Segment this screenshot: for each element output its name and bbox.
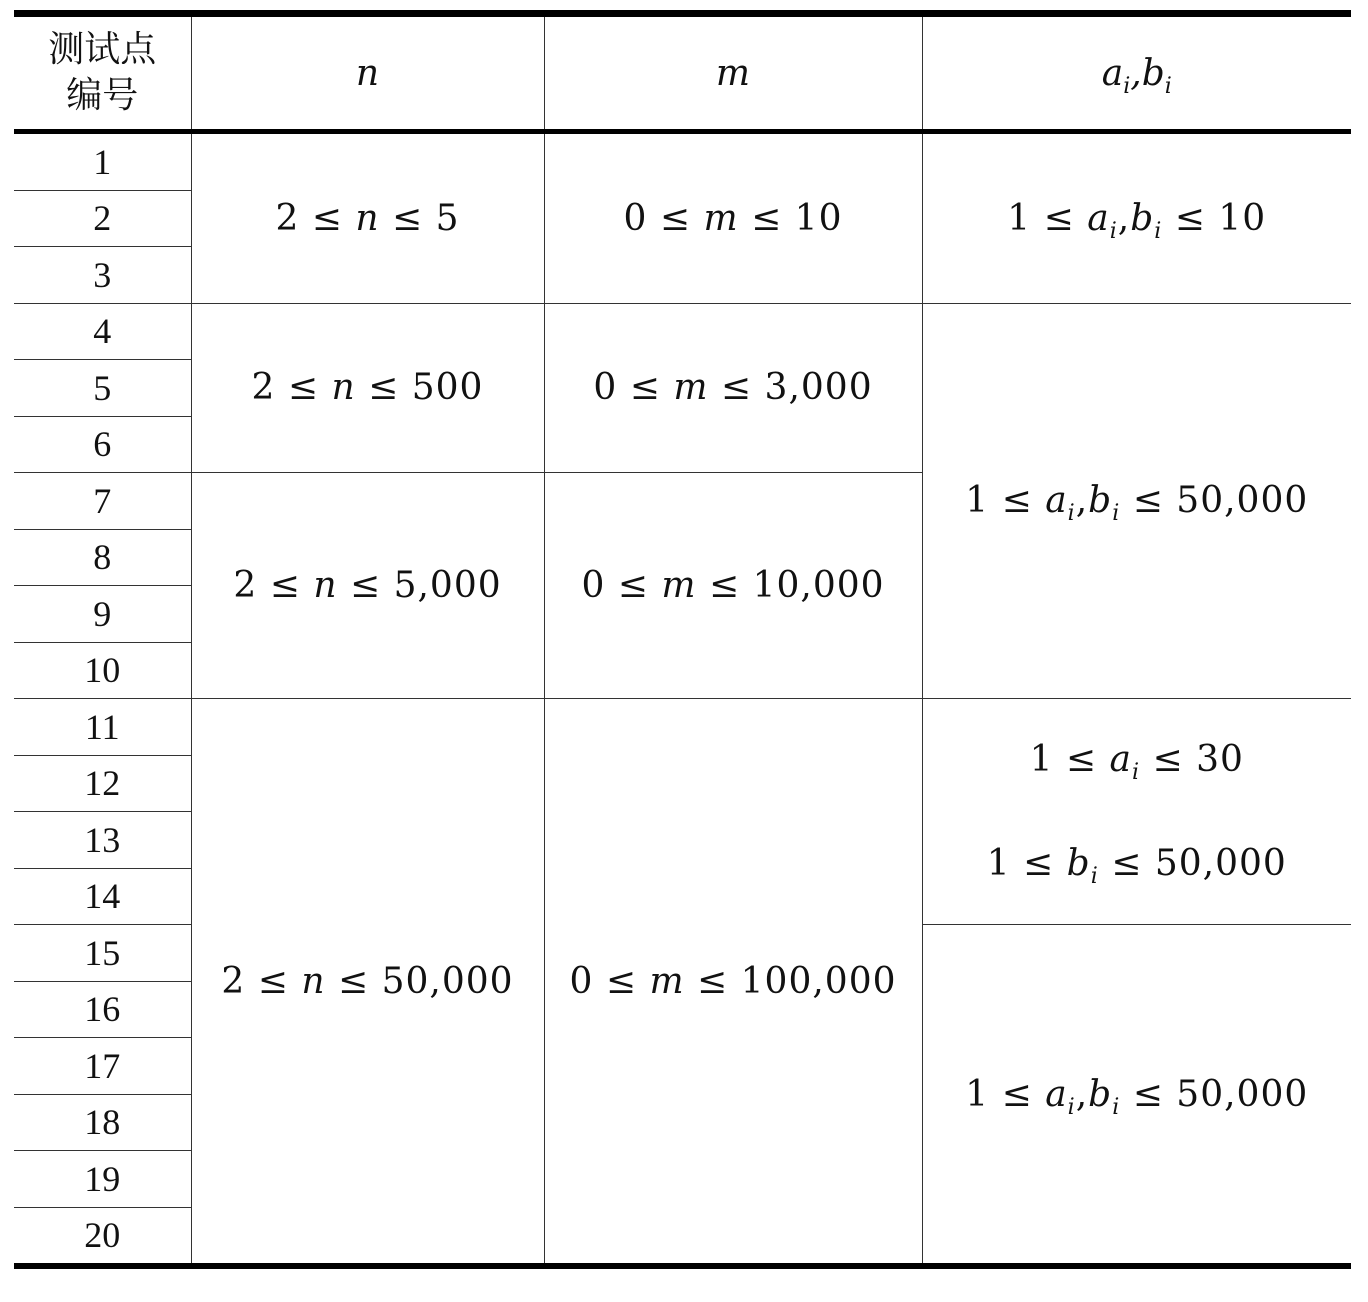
m-constraint-cell (544, 699, 922, 1267)
m-constraint-cell (544, 132, 922, 304)
m-constraint-cell (544, 473, 922, 699)
ab-constraint-cell (922, 925, 1351, 1267)
test-id-cell: 7 (14, 473, 191, 530)
test-id-cell: 4 (14, 303, 191, 360)
ab-pre: 1 ≤ (965, 1073, 1046, 1115)
m-post: ≤ 3,000 (708, 367, 873, 409)
m-var: m (649, 960, 685, 1002)
n-post: ≤ 500 (355, 367, 484, 409)
a-var: a (1109, 738, 1133, 780)
b-constraint-line (923, 812, 1352, 916)
test-id-cell: 18 (14, 1094, 191, 1151)
ab-post: ≤ 50,000 (1120, 1073, 1309, 1115)
b-var: b (1066, 842, 1091, 884)
m-pre: 0 ≤ (569, 960, 650, 1002)
ab-a-sub: i (1067, 1094, 1076, 1120)
test-id-cell: 19 (14, 1151, 191, 1208)
ab-pre: 1 ≤ (965, 480, 1046, 522)
a-sub: i (1132, 759, 1141, 785)
test-id-cell: 6 (14, 416, 191, 473)
m-post: ≤ 10 (738, 197, 843, 239)
n-pre: 2 ≤ (251, 367, 332, 409)
ab-b: b (1088, 480, 1113, 522)
test-id-cell: 20 (14, 1207, 191, 1266)
ab-b-sub: i (1112, 1094, 1121, 1120)
test-id-cell: 2 (14, 190, 191, 247)
header-row (14, 14, 1351, 132)
header-a: a (1101, 52, 1124, 94)
test-id-cell: 13 (14, 812, 191, 869)
n-constraint-cell (191, 699, 544, 1267)
ab-pre: 1 ≤ (1007, 197, 1088, 239)
n-pre: 2 ≤ (233, 565, 314, 606)
ab-b-sub: i (1112, 501, 1121, 527)
test-id-cell: 8 (14, 529, 191, 586)
header-test-id (14, 14, 191, 132)
ab-sep: , (1075, 1073, 1089, 1115)
n-constraint-cell (191, 303, 544, 473)
test-id-cell: 11 (14, 699, 191, 756)
header-m (544, 14, 922, 132)
m-constraint-cell (544, 303, 922, 473)
header-b-sub: i (1164, 73, 1172, 99)
ab-a-sub: i (1109, 218, 1118, 244)
ab-a: a (1045, 1073, 1068, 1115)
header-sep: , (1130, 52, 1142, 94)
ab-constraint-cell (922, 132, 1351, 304)
ab-post: ≤ 10 (1162, 197, 1267, 239)
ab-sep: , (1075, 480, 1089, 522)
m-pre: 0 ≤ (623, 197, 704, 239)
test-id-cell: 1 (14, 132, 191, 191)
header-ab (922, 14, 1351, 132)
header-n-label: n (355, 52, 380, 94)
n-post: ≤ 5 (379, 197, 460, 239)
m-post: ≤ 100,000 (684, 960, 897, 1002)
ab-b: b (1130, 197, 1155, 239)
header-b: b (1141, 52, 1165, 94)
ab-constraint-cell (922, 303, 1351, 699)
a-pre: 1 ≤ (1029, 738, 1110, 780)
test-id-cell: 10 (14, 642, 191, 699)
ab-a-sub: i (1067, 501, 1076, 527)
test-id-cell: 17 (14, 1038, 191, 1095)
ab-constraint-cell-split (922, 699, 1351, 925)
ab-a: a (1045, 480, 1068, 522)
a-post: ≤ 30 (1140, 738, 1244, 780)
test-id-cell: 9 (14, 586, 191, 643)
header-test-id-line2: 编号 (66, 75, 139, 116)
m-var: m (673, 367, 709, 409)
m-post: ≤ 10,000 (696, 565, 885, 606)
table-row (14, 132, 1351, 191)
ab-a: a (1087, 197, 1110, 239)
n-post: ≤ 5,000 (337, 565, 502, 606)
n-constraint-cell (191, 132, 544, 304)
test-id-cell: 14 (14, 868, 191, 925)
m-pre: 0 ≤ (593, 367, 674, 409)
header-a-sub: i (1123, 73, 1131, 99)
test-id-cell: 12 (14, 755, 191, 812)
m-pre: 0 ≤ (581, 565, 662, 606)
n-pre: 2 ≤ (275, 197, 356, 239)
ab-b-sub: i (1154, 218, 1163, 244)
n-var: n (331, 367, 356, 409)
table-row (14, 699, 1351, 756)
m-var: m (703, 197, 739, 239)
test-id-cell: 5 (14, 360, 191, 417)
ab-b: b (1088, 1073, 1113, 1115)
table-row (14, 303, 1351, 360)
n-var: n (313, 565, 338, 606)
constraints-table (14, 10, 1351, 1269)
b-post: ≤ 50,000 (1098, 842, 1287, 884)
n-constraint-cell (191, 473, 544, 699)
b-pre: 1 ≤ (986, 842, 1067, 884)
a-constraint-line (923, 708, 1352, 812)
m-var: m (661, 565, 697, 606)
header-n (191, 14, 544, 132)
n-post: ≤ 50,000 (325, 960, 514, 1002)
test-id-cell: 15 (14, 925, 191, 982)
n-var: n (301, 960, 326, 1002)
header-test-id-line1: 测试点 (48, 29, 157, 70)
test-id-cell: 3 (14, 247, 191, 304)
b-sub: i (1090, 863, 1099, 889)
ab-sep: , (1117, 197, 1131, 239)
n-var: n (355, 197, 380, 239)
n-pre: 2 ≤ (221, 960, 302, 1002)
test-id-cell: 16 (14, 981, 191, 1038)
ab-post: ≤ 50,000 (1120, 480, 1309, 522)
header-m-label: m (715, 52, 751, 94)
